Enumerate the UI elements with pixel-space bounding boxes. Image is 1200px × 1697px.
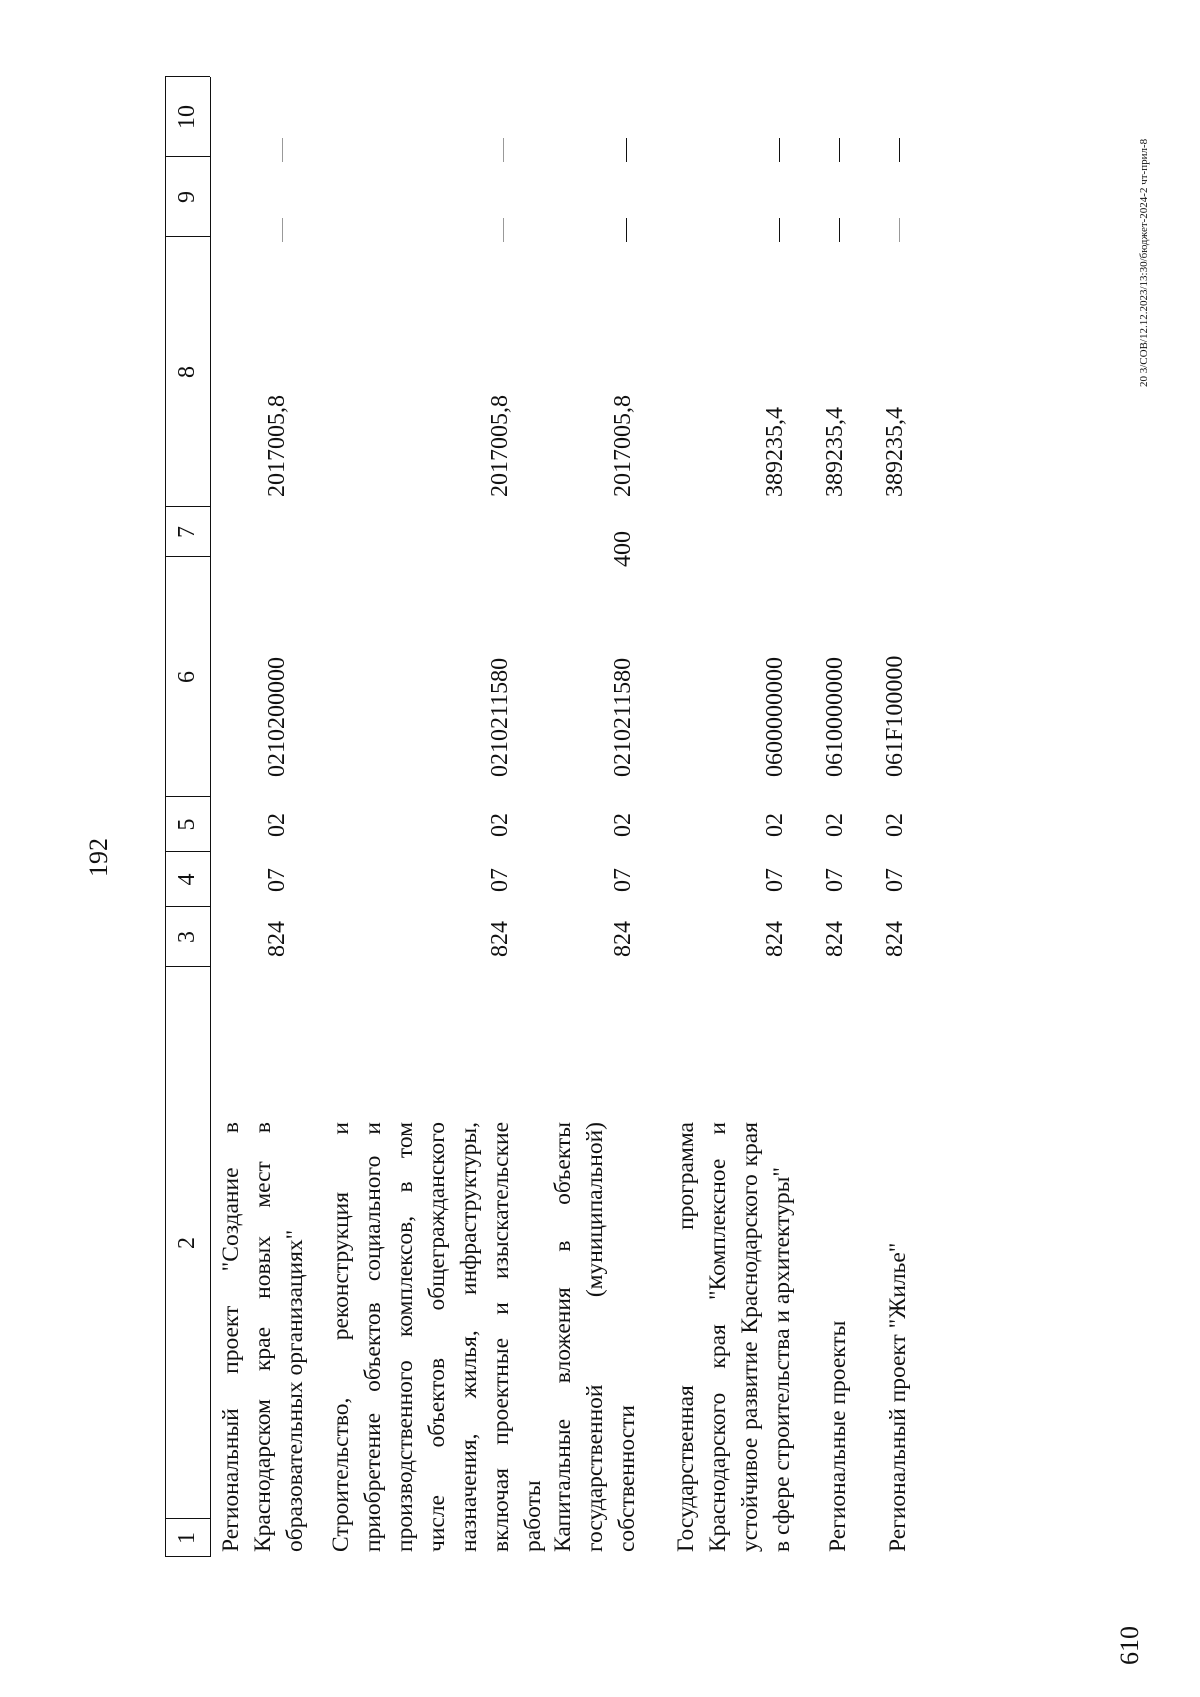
row-4-col5: 02: [762, 813, 788, 837]
row-3-col9-dash: [626, 218, 627, 242]
row-1-col9-dash: [282, 218, 283, 242]
footer-code: 20 3/СОВ/12.12.2023/13:30/бюджет-2024-2 чт-прил-8: [1138, 138, 1150, 387]
header-col-10: 10: [174, 105, 200, 129]
row-4-col8: 389235,4: [762, 407, 788, 497]
row-3-col5: 02: [610, 813, 636, 837]
row-4-col3: 824: [762, 921, 788, 957]
row-3-col3: 824: [610, 921, 636, 957]
row-5-col5: 02: [822, 813, 848, 837]
row-6-col10-dash: [899, 138, 900, 162]
row-1-col5: 02: [264, 813, 290, 837]
header-col-5: 5: [174, 818, 200, 831]
row-2-name: Строительство, реконструкция и приобретение объектов социального и производственного комплексов, в том числе объектов общегражданского назначения, жилья, инфраструктуры, включая проектные и изыскательские работы: [328, 1122, 546, 1552]
row-2-col10-dash: [503, 138, 504, 162]
page-number: 192: [84, 838, 113, 877]
row-3-col6: 0210211580: [610, 657, 636, 777]
row-1-col8: 2017005,8: [264, 395, 290, 497]
row-6-col6: 061F100000: [882, 655, 908, 777]
row-2-col6: 0210211580: [487, 657, 513, 777]
header-col-6: 6: [174, 671, 200, 683]
row-5-name: Региональные проекты: [825, 1320, 851, 1552]
row-5-col3: 824: [822, 921, 848, 957]
row-5-col4: 07: [822, 868, 848, 892]
row-3-col7: 400: [610, 531, 636, 567]
row-2-col8: 2017005,8: [487, 395, 513, 497]
header-col-4: 4: [174, 873, 200, 886]
row-3-col4: 07: [610, 868, 636, 892]
header-col-7: 7: [174, 526, 200, 538]
row-4-col4: 07: [762, 868, 788, 892]
sheet-number: 610: [1115, 1626, 1144, 1665]
row-3-col8: 2017005,8: [610, 395, 636, 497]
row-4-col6: 0600000000: [762, 657, 788, 777]
table-header: [165, 77, 210, 1557]
header-col-1: 1: [174, 1532, 200, 1544]
row-6-col8: 389235,4: [882, 407, 908, 497]
header-col-9: 9: [174, 191, 200, 203]
row-6-col5: 02: [882, 813, 908, 837]
row-3-name: Капитальные вложения в объекты государственной (муниципальной) собственности: [550, 1122, 640, 1552]
row-4-col10-dash: [779, 138, 780, 162]
row-1-col4: 07: [264, 868, 290, 892]
row-5-col6: 0610000000: [822, 657, 848, 777]
row-5-col8: 389235,4: [822, 407, 848, 497]
row-6-col4: 07: [882, 868, 908, 892]
row-2-col5: 02: [487, 813, 513, 837]
row-2-col9-dash: [503, 218, 504, 242]
row-1-col6: 0210200000: [264, 657, 290, 777]
row-1-name: Региональный проект "Создание в Краснодарском крае новых мест в образовательных организациях": [218, 1122, 308, 1552]
row-2-col4: 07: [487, 868, 513, 892]
row-6-col9-dash: [899, 218, 900, 242]
row-1-col10-dash: [282, 138, 283, 162]
header-col-3: 3: [174, 931, 200, 943]
row-6-col3: 824: [882, 921, 908, 957]
header-col-2: 2: [174, 1237, 200, 1249]
row-4-col9-dash: [779, 218, 780, 242]
row-5-col10-dash: [839, 138, 840, 162]
row-4-name: Государственная программа Краснодарского края "Комплексное и устойчивое развитие Краснодарского края в сфере строительства и архитектуры": [673, 1122, 795, 1552]
row-2-col3: 824: [487, 921, 513, 957]
row-3-col10-dash: [626, 138, 627, 162]
header-col-8: 8: [174, 366, 200, 378]
row-6-name: Региональный проект "Жилье": [885, 1242, 911, 1552]
row-1-col3: 824: [264, 921, 290, 957]
row-5-col9-dash: [839, 218, 840, 242]
